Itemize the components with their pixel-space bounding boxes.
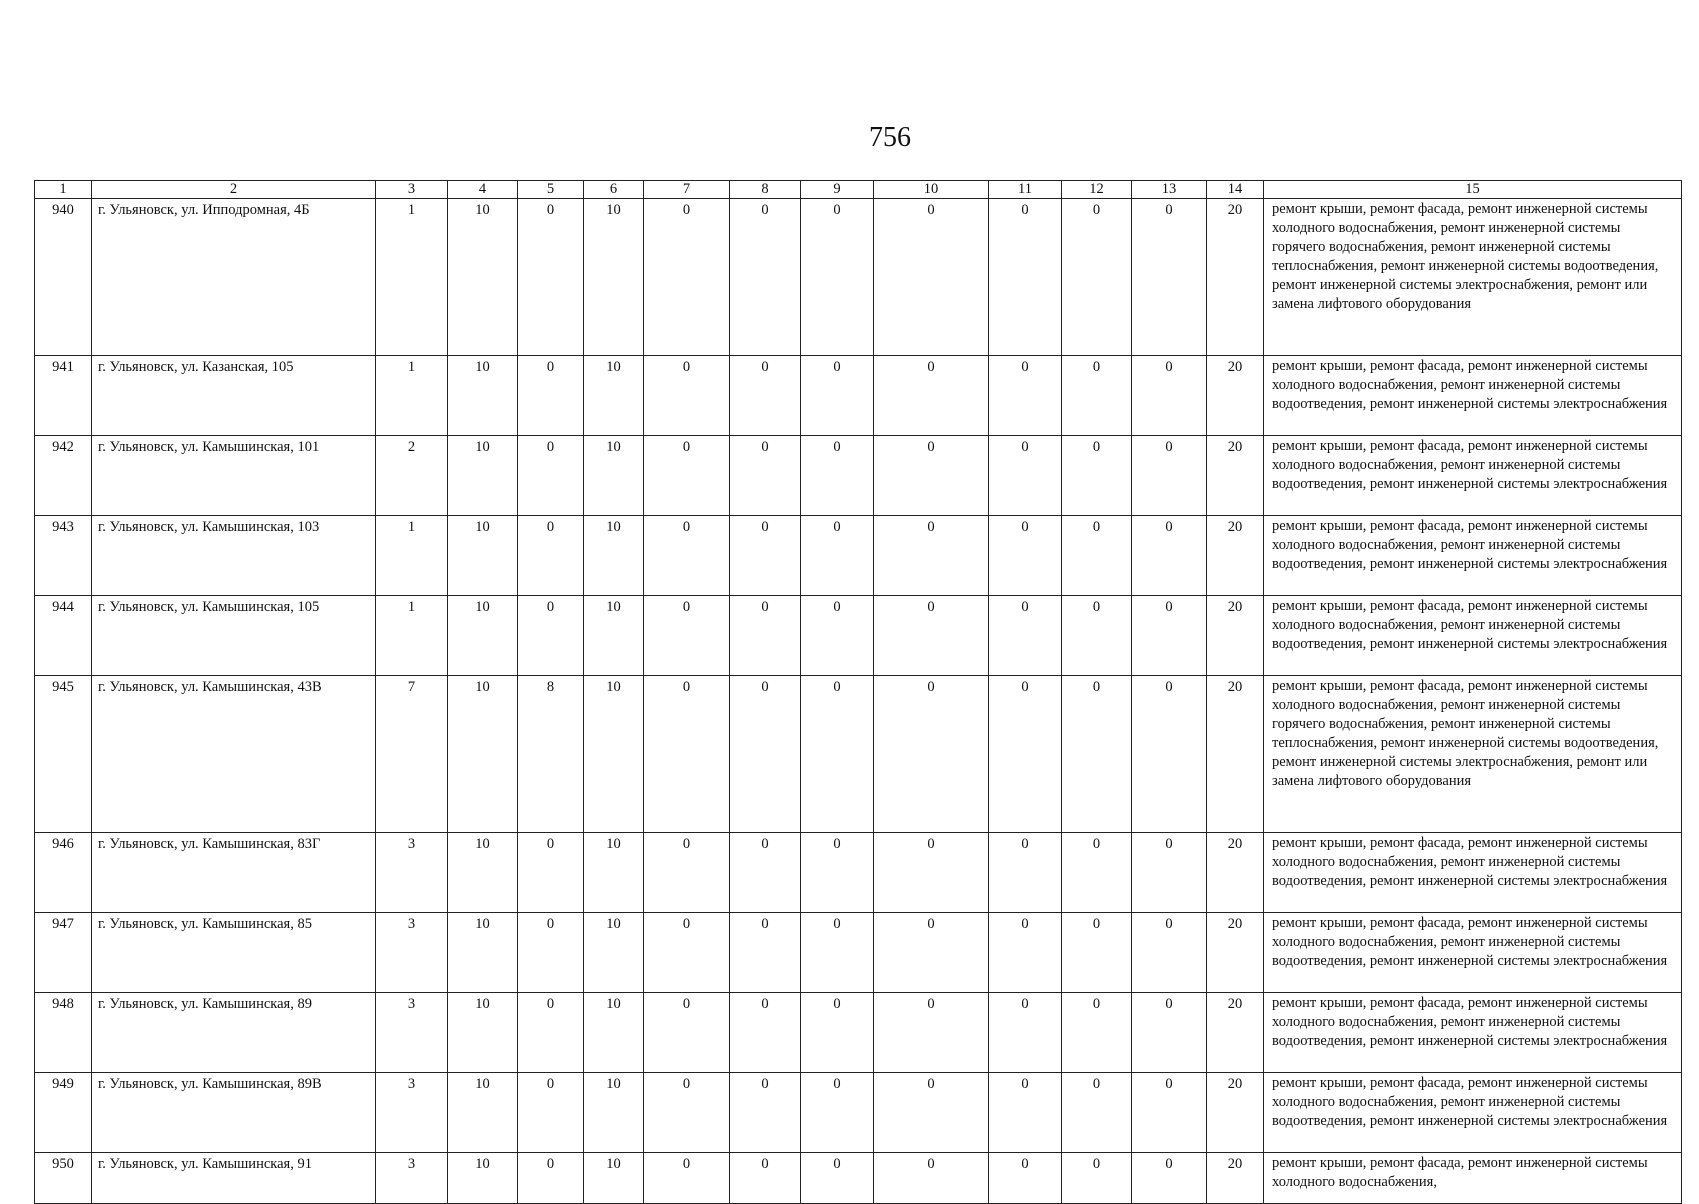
cell-col-4: 10 xyxy=(448,913,518,993)
cell-col-6: 10 xyxy=(584,993,644,1073)
cell-col-11: 0 xyxy=(989,516,1062,596)
cell-col-7: 0 xyxy=(644,913,730,993)
cell-col-9: 0 xyxy=(801,913,874,993)
cell-col-10: 0 xyxy=(874,676,989,833)
cell-address: г. Ульяновск, ул. Камышинская, 103 xyxy=(92,516,376,596)
table-row xyxy=(35,436,1682,516)
table-body xyxy=(35,199,1682,1204)
cell-col-9: 0 xyxy=(801,199,874,356)
cell-col-4: 10 xyxy=(448,993,518,1073)
cell-col-5: 0 xyxy=(518,833,584,913)
cell-row-number: 949 xyxy=(35,1073,92,1153)
cell-col-9: 0 xyxy=(801,833,874,913)
column-header: 8 xyxy=(730,181,801,199)
column-header: 15 xyxy=(1264,181,1682,199)
cell-address: г. Ульяновск, ул. Ипподромная, 4Б xyxy=(92,199,376,356)
cell-col-4: 10 xyxy=(448,833,518,913)
cell-col-13: 0 xyxy=(1132,833,1207,913)
table-row xyxy=(35,516,1682,596)
cell-col-7: 0 xyxy=(644,356,730,436)
cell-col-10: 0 xyxy=(874,596,989,676)
cell-col-7: 0 xyxy=(644,436,730,516)
cell-col-5: 8 xyxy=(518,676,584,833)
column-number-row xyxy=(35,181,1682,199)
cell-col-5: 0 xyxy=(518,1153,584,1204)
cell-col-9: 0 xyxy=(801,516,874,596)
cell-col-14: 20 xyxy=(1207,516,1264,596)
cell-col-11: 0 xyxy=(989,596,1062,676)
cell-address: г. Ульяновск, ул. Камышинская, 91 xyxy=(92,1153,376,1204)
cell-col-5: 0 xyxy=(518,1073,584,1153)
column-header: 2 xyxy=(92,181,376,199)
column-header: 6 xyxy=(584,181,644,199)
cell-col-10: 0 xyxy=(874,356,989,436)
cell-col-9: 0 xyxy=(801,676,874,833)
cell-col-8: 0 xyxy=(730,833,801,913)
table-row xyxy=(35,199,1682,356)
cell-address: г. Ульяновск, ул. Камышинская, 89 xyxy=(92,993,376,1073)
cell-col-6: 10 xyxy=(584,1073,644,1153)
cell-col-3: 3 xyxy=(376,833,448,913)
cell-col-14: 20 xyxy=(1207,1153,1264,1204)
cell-col-12: 0 xyxy=(1062,676,1132,833)
cell-col-7: 0 xyxy=(644,1073,730,1153)
cell-col-13: 0 xyxy=(1132,516,1207,596)
cell-repair-works: ремонт крыши, ремонт фасада, ремонт инженерной системы холодного водоснабжения, ремонт инженерной системы водоотведения, ремонт инженерной системы электроснабжения xyxy=(1264,596,1682,676)
cell-col-10: 0 xyxy=(874,833,989,913)
cell-col-3: 7 xyxy=(376,676,448,833)
cell-col-12: 0 xyxy=(1062,516,1132,596)
cell-col-11: 0 xyxy=(989,913,1062,993)
cell-col-14: 20 xyxy=(1207,993,1264,1073)
cell-col-9: 0 xyxy=(801,596,874,676)
cell-col-11: 0 xyxy=(989,1153,1062,1204)
column-header: 7 xyxy=(644,181,730,199)
table-row xyxy=(35,833,1682,913)
cell-col-12: 0 xyxy=(1062,1073,1132,1153)
cell-col-3: 1 xyxy=(376,356,448,436)
cell-row-number: 946 xyxy=(35,833,92,913)
cell-col-12: 0 xyxy=(1062,356,1132,436)
cell-col-12: 0 xyxy=(1062,1153,1132,1204)
cell-col-3: 1 xyxy=(376,596,448,676)
cell-col-13: 0 xyxy=(1132,436,1207,516)
cell-col-11: 0 xyxy=(989,356,1062,436)
cell-col-14: 20 xyxy=(1207,833,1264,913)
cell-row-number: 940 xyxy=(35,199,92,356)
cell-col-11: 0 xyxy=(989,436,1062,516)
cell-col-14: 20 xyxy=(1207,913,1264,993)
cell-col-8: 0 xyxy=(730,993,801,1073)
cell-col-9: 0 xyxy=(801,1073,874,1153)
cell-col-9: 0 xyxy=(801,993,874,1073)
cell-address: г. Ульяновск, ул. Камышинская, 101 xyxy=(92,436,376,516)
cell-col-6: 10 xyxy=(584,676,644,833)
cell-col-13: 0 xyxy=(1132,199,1207,356)
cell-col-14: 20 xyxy=(1207,1073,1264,1153)
column-header: 4 xyxy=(448,181,518,199)
cell-col-13: 0 xyxy=(1132,1153,1207,1204)
cell-col-14: 20 xyxy=(1207,676,1264,833)
cell-col-12: 0 xyxy=(1062,993,1132,1073)
cell-col-12: 0 xyxy=(1062,199,1132,356)
cell-col-11: 0 xyxy=(989,993,1062,1073)
cell-repair-works: ремонт крыши, ремонт фасада, ремонт инженерной системы холодного водоснабжения, ремонт инженерной системы горячего водоснабжения, ремонт инженерной системы теплоснабжения, ремонт инженерной системы водоотведения, ремонт инженерной системы электроснабжения, ремонт или замена лифтового оборудования xyxy=(1264,199,1682,356)
cell-row-number: 942 xyxy=(35,436,92,516)
cell-col-12: 0 xyxy=(1062,596,1132,676)
cell-col-7: 0 xyxy=(644,596,730,676)
table-row xyxy=(35,993,1682,1073)
column-header: 1 xyxy=(35,181,92,199)
cell-col-11: 0 xyxy=(989,199,1062,356)
cell-address: г. Ульяновск, ул. Камышинская, 105 xyxy=(92,596,376,676)
cell-repair-works: ремонт крыши, ремонт фасада, ремонт инженерной системы холодного водоснабжения, ремонт инженерной системы водоотведения, ремонт инженерной системы электроснабжения xyxy=(1264,356,1682,436)
cell-col-11: 0 xyxy=(989,1073,1062,1153)
cell-col-3: 3 xyxy=(376,1073,448,1153)
cell-row-number: 943 xyxy=(35,516,92,596)
table-row xyxy=(35,596,1682,676)
cell-col-5: 0 xyxy=(518,516,584,596)
cell-row-number: 944 xyxy=(35,596,92,676)
cell-address: г. Ульяновск, ул. Камышинская, 83Г xyxy=(92,833,376,913)
cell-col-3: 3 xyxy=(376,913,448,993)
cell-col-7: 0 xyxy=(644,833,730,913)
cell-col-6: 10 xyxy=(584,833,644,913)
cell-row-number: 950 xyxy=(35,1153,92,1204)
cell-col-12: 0 xyxy=(1062,436,1132,516)
cell-col-4: 10 xyxy=(448,596,518,676)
cell-col-13: 0 xyxy=(1132,993,1207,1073)
cell-col-13: 0 xyxy=(1132,356,1207,436)
cell-col-4: 10 xyxy=(448,436,518,516)
cell-col-5: 0 xyxy=(518,993,584,1073)
column-header: 11 xyxy=(989,181,1062,199)
cell-col-13: 0 xyxy=(1132,596,1207,676)
repair-program-table xyxy=(34,180,1682,1204)
cell-col-10: 0 xyxy=(874,1153,989,1204)
cell-col-13: 0 xyxy=(1132,1073,1207,1153)
cell-col-11: 0 xyxy=(989,833,1062,913)
cell-address: г. Ульяновск, ул. Камышинская, 89В xyxy=(92,1073,376,1153)
cell-col-6: 10 xyxy=(584,913,644,993)
cell-col-5: 0 xyxy=(518,596,584,676)
column-header: 10 xyxy=(874,181,989,199)
cell-address: г. Ульяновск, ул. Камышинская, 43В xyxy=(92,676,376,833)
cell-col-14: 20 xyxy=(1207,199,1264,356)
table-row xyxy=(35,356,1682,436)
cell-repair-works: ремонт крыши, ремонт фасада, ремонт инженерной системы холодного водоснабжения, xyxy=(1264,1153,1682,1204)
cell-col-4: 10 xyxy=(448,676,518,833)
cell-col-12: 0 xyxy=(1062,833,1132,913)
cell-col-3: 3 xyxy=(376,993,448,1073)
cell-col-9: 0 xyxy=(801,1153,874,1204)
cell-col-8: 0 xyxy=(730,199,801,356)
cell-col-4: 10 xyxy=(448,1073,518,1153)
cell-col-5: 0 xyxy=(518,356,584,436)
cell-col-10: 0 xyxy=(874,516,989,596)
cell-col-8: 0 xyxy=(730,596,801,676)
cell-repair-works: ремонт крыши, ремонт фасада, ремонт инженерной системы холодного водоснабжения, ремонт инженерной системы водоотведения, ремонт инженерной системы электроснабжения xyxy=(1264,833,1682,913)
cell-col-12: 0 xyxy=(1062,913,1132,993)
cell-col-10: 0 xyxy=(874,993,989,1073)
page-number: 756 xyxy=(869,122,911,153)
column-header: 9 xyxy=(801,181,874,199)
cell-col-3: 2 xyxy=(376,436,448,516)
cell-col-8: 0 xyxy=(730,356,801,436)
cell-col-5: 0 xyxy=(518,436,584,516)
cell-row-number: 948 xyxy=(35,993,92,1073)
cell-col-4: 10 xyxy=(448,516,518,596)
cell-col-10: 0 xyxy=(874,1073,989,1153)
cell-col-7: 0 xyxy=(644,993,730,1073)
cell-col-13: 0 xyxy=(1132,913,1207,993)
cell-col-6: 10 xyxy=(584,516,644,596)
cell-col-8: 0 xyxy=(730,436,801,516)
cell-col-8: 0 xyxy=(730,1153,801,1204)
column-header: 14 xyxy=(1207,181,1264,199)
table-row xyxy=(35,913,1682,993)
cell-row-number: 941 xyxy=(35,356,92,436)
cell-col-6: 10 xyxy=(584,356,644,436)
cell-col-6: 10 xyxy=(584,1153,644,1204)
cell-address: г. Ульяновск, ул. Камышинская, 85 xyxy=(92,913,376,993)
cell-col-11: 0 xyxy=(989,676,1062,833)
cell-col-4: 10 xyxy=(448,356,518,436)
cell-col-3: 3 xyxy=(376,1153,448,1204)
cell-col-4: 10 xyxy=(448,1153,518,1204)
cell-col-4: 10 xyxy=(448,199,518,356)
cell-col-10: 0 xyxy=(874,913,989,993)
column-header: 5 xyxy=(518,181,584,199)
cell-col-6: 10 xyxy=(584,596,644,676)
table-row xyxy=(35,1153,1682,1204)
cell-repair-works: ремонт крыши, ремонт фасада, ремонт инженерной системы холодного водоснабжения, ремонт инженерной системы водоотведения, ремонт инженерной системы электроснабжения xyxy=(1264,1073,1682,1153)
cell-col-8: 0 xyxy=(730,913,801,993)
table-row xyxy=(35,1073,1682,1153)
cell-col-3: 1 xyxy=(376,199,448,356)
cell-col-7: 0 xyxy=(644,1153,730,1204)
cell-col-5: 0 xyxy=(518,199,584,356)
cell-col-7: 0 xyxy=(644,676,730,833)
cell-col-3: 1 xyxy=(376,516,448,596)
cell-row-number: 945 xyxy=(35,676,92,833)
cell-address: г. Ульяновск, ул. Казанская, 105 xyxy=(92,356,376,436)
cell-col-6: 10 xyxy=(584,436,644,516)
cell-col-8: 0 xyxy=(730,1073,801,1153)
cell-col-10: 0 xyxy=(874,436,989,516)
cell-col-14: 20 xyxy=(1207,356,1264,436)
cell-col-7: 0 xyxy=(644,516,730,596)
cell-col-6: 10 xyxy=(584,199,644,356)
cell-col-14: 20 xyxy=(1207,436,1264,516)
cell-col-9: 0 xyxy=(801,436,874,516)
column-header: 13 xyxy=(1132,181,1207,199)
cell-repair-works: ремонт крыши, ремонт фасада, ремонт инженерной системы холодного водоснабжения, ремонт инженерной системы водоотведения, ремонт инженерной системы электроснабжения xyxy=(1264,993,1682,1073)
cell-col-8: 0 xyxy=(730,676,801,833)
table-row xyxy=(35,676,1682,833)
cell-row-number: 947 xyxy=(35,913,92,993)
cell-col-5: 0 xyxy=(518,913,584,993)
column-header: 12 xyxy=(1062,181,1132,199)
cell-col-14: 20 xyxy=(1207,596,1264,676)
cell-repair-works: ремонт крыши, ремонт фасада, ремонт инженерной системы холодного водоснабжения, ремонт инженерной системы водоотведения, ремонт инженерной системы электроснабжения xyxy=(1264,516,1682,596)
cell-repair-works: ремонт крыши, ремонт фасада, ремонт инженерной системы холодного водоснабжения, ремонт инженерной системы горячего водоснабжения, ремонт инженерной системы теплоснабжения, ремонт инженерной системы водоотведения, ремонт инженерной системы электроснабжения, ремонт или замена лифтового оборудования xyxy=(1264,676,1682,833)
cell-col-8: 0 xyxy=(730,516,801,596)
cell-col-10: 0 xyxy=(874,199,989,356)
column-header: 3 xyxy=(376,181,448,199)
cell-col-7: 0 xyxy=(644,199,730,356)
cell-col-13: 0 xyxy=(1132,676,1207,833)
cell-repair-works: ремонт крыши, ремонт фасада, ремонт инженерной системы холодного водоснабжения, ремонт инженерной системы водоотведения, ремонт инженерной системы электроснабжения xyxy=(1264,436,1682,516)
cell-col-9: 0 xyxy=(801,356,874,436)
cell-repair-works: ремонт крыши, ремонт фасада, ремонт инженерной системы холодного водоснабжения, ремонт инженерной системы водоотведения, ремонт инженерной системы электроснабжения xyxy=(1264,913,1682,993)
